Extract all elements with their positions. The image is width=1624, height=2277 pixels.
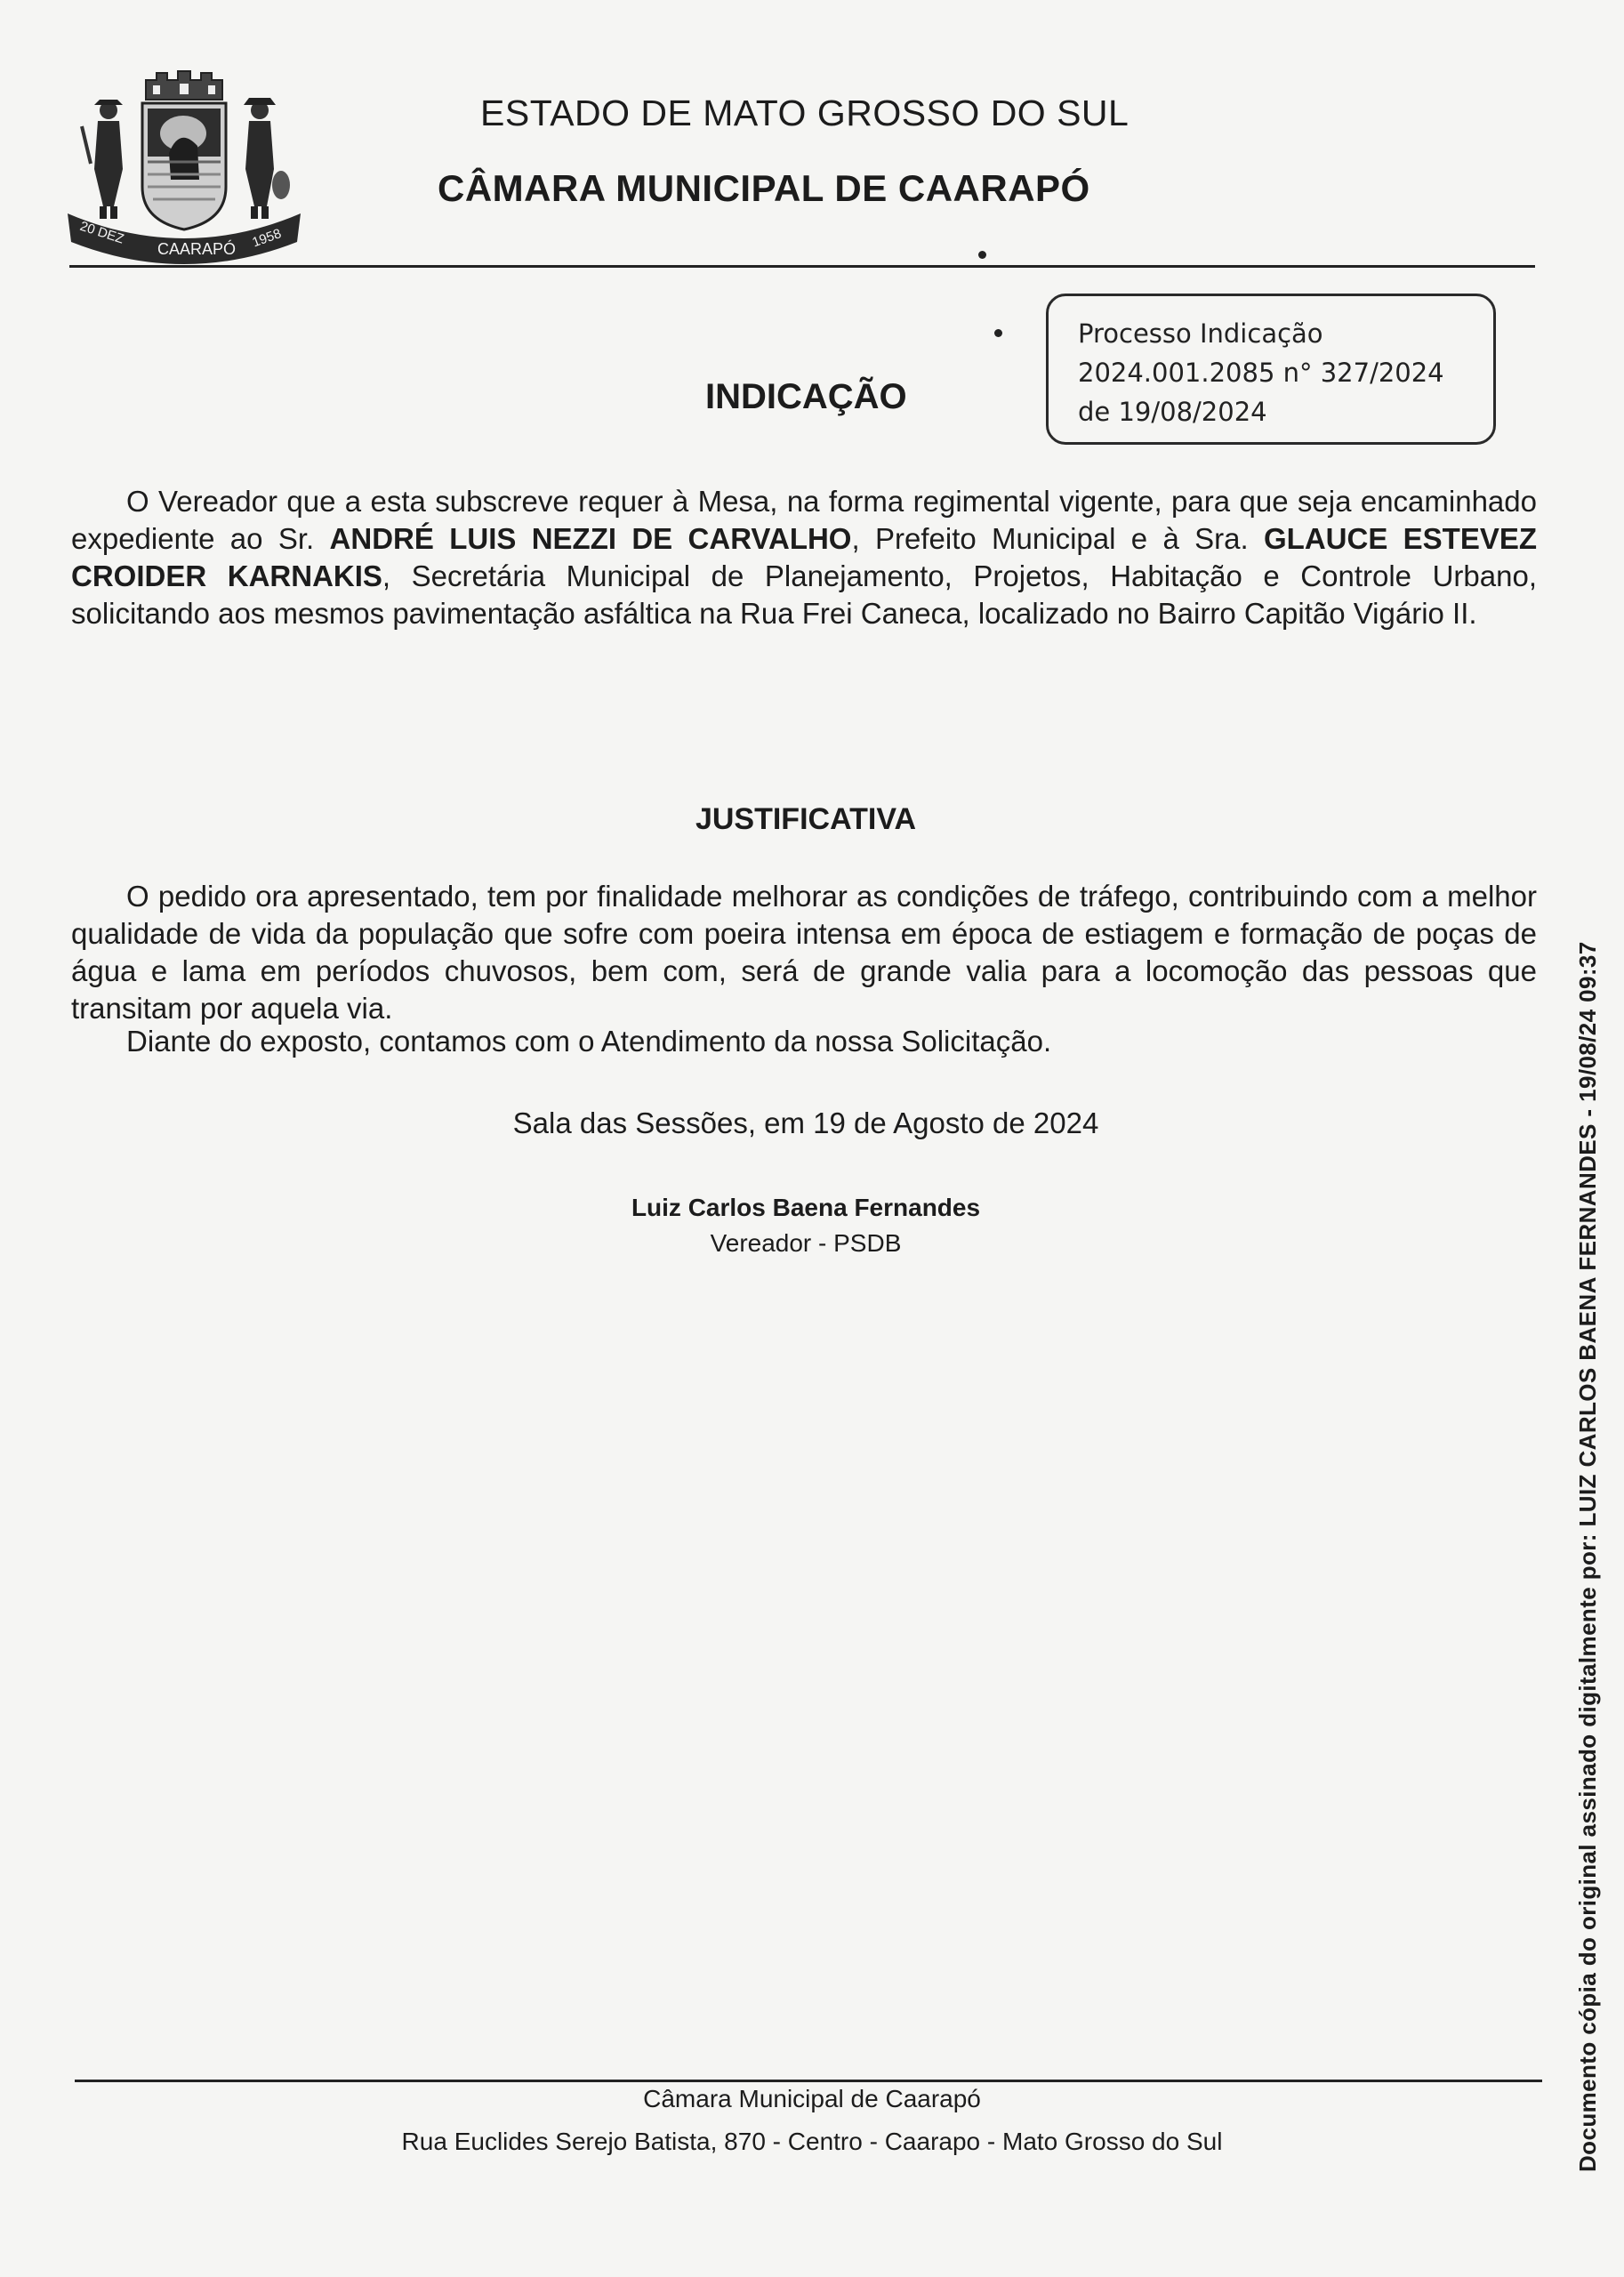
footer-divider xyxy=(75,2080,1542,2082)
indication-text-3: , Secretária Municipal de Planejamento, Projetos, Habitação e Controle Urbano, solicitando aos mesmos pavimentação asfáltica na Rua Frei Caneca, localizado no Bairro Capitão Vigário II. xyxy=(71,559,1537,630)
footer-address: Rua Euclides Serejo Batista, 870 - Centro - Caarapo - Mato Grosso do Sul xyxy=(401,2128,1223,2155)
justification-paragraph: O pedido ora apresentado, tem por finalidade melhorar as condições de tráfego, contribuindo com a melhor qualidade de vida da população que sofre com poeira intensa em época de estiagem e formação de poças de água e lama em períodos chuvosos, bem com, será de grande valia para a locomoção das pessoas que transitam por aquela via. xyxy=(71,880,1537,1025)
header-divider xyxy=(69,265,1535,268)
signer-role: Vereador - PSDB xyxy=(710,1229,902,1257)
place-date: Sala das Sessões, em 19 de Agosto de 2024 xyxy=(512,1106,1099,1139)
state-heading: ESTADO DE MATO GROSSO DO SUL xyxy=(480,93,1130,133)
process-line-2: 2024.001.2085 n° 327/2024 xyxy=(1078,358,1444,388)
process-stamp-box xyxy=(1046,294,1496,445)
indication-text-2: , Prefeito Municipal e à Sra. xyxy=(851,522,1264,555)
indication-title: INDICAÇÃO xyxy=(705,377,907,416)
closing-sentence: Diante do exposto, contamos com o Atendimento da nossa Solicitação. xyxy=(126,1025,1052,1058)
process-line-3: de 19/08/2024 xyxy=(1078,397,1267,427)
indication-text-1: O Vereador que a esta subscreve requer à Mesa, na forma regimental vigente, para que seja encaminhado expediente ao Sr. xyxy=(71,485,1537,555)
justification-title: JUSTIFICATIVA xyxy=(695,802,917,836)
scan-speck xyxy=(978,251,986,259)
municipal-coat-of-arms xyxy=(64,64,304,260)
scan-speck xyxy=(994,329,1002,337)
chamber-heading: CÂMARA MUNICIPAL DE CAARAPÓ xyxy=(438,167,1090,209)
crest-ribbon-right: 1958 xyxy=(250,226,284,251)
crest-ribbon-center: CAARAPÓ xyxy=(157,240,237,258)
process-line-1: Processo Indicação xyxy=(1078,318,1323,349)
mayor-name: ANDRÉ LUIS NEZZI DE CARVALHO xyxy=(329,522,852,555)
footer-institution: Câmara Municipal de Caarapó xyxy=(643,2085,981,2112)
secretary-name: GLAUCE ESTEVEZ CROIDER KARNAKIS xyxy=(71,522,1538,592)
crest-ribbon-left: 20 DEZ xyxy=(77,218,126,247)
digital-signature-stamp: Documento cópia do original assinado digitalmente por: LUIZ CARLOS BAENA FERNANDES - 19/08/24 09:37 xyxy=(1574,941,1601,2172)
indication-paragraph xyxy=(71,483,1537,632)
signer-name: Luiz Carlos Baena Fernandes xyxy=(631,1194,981,1221)
